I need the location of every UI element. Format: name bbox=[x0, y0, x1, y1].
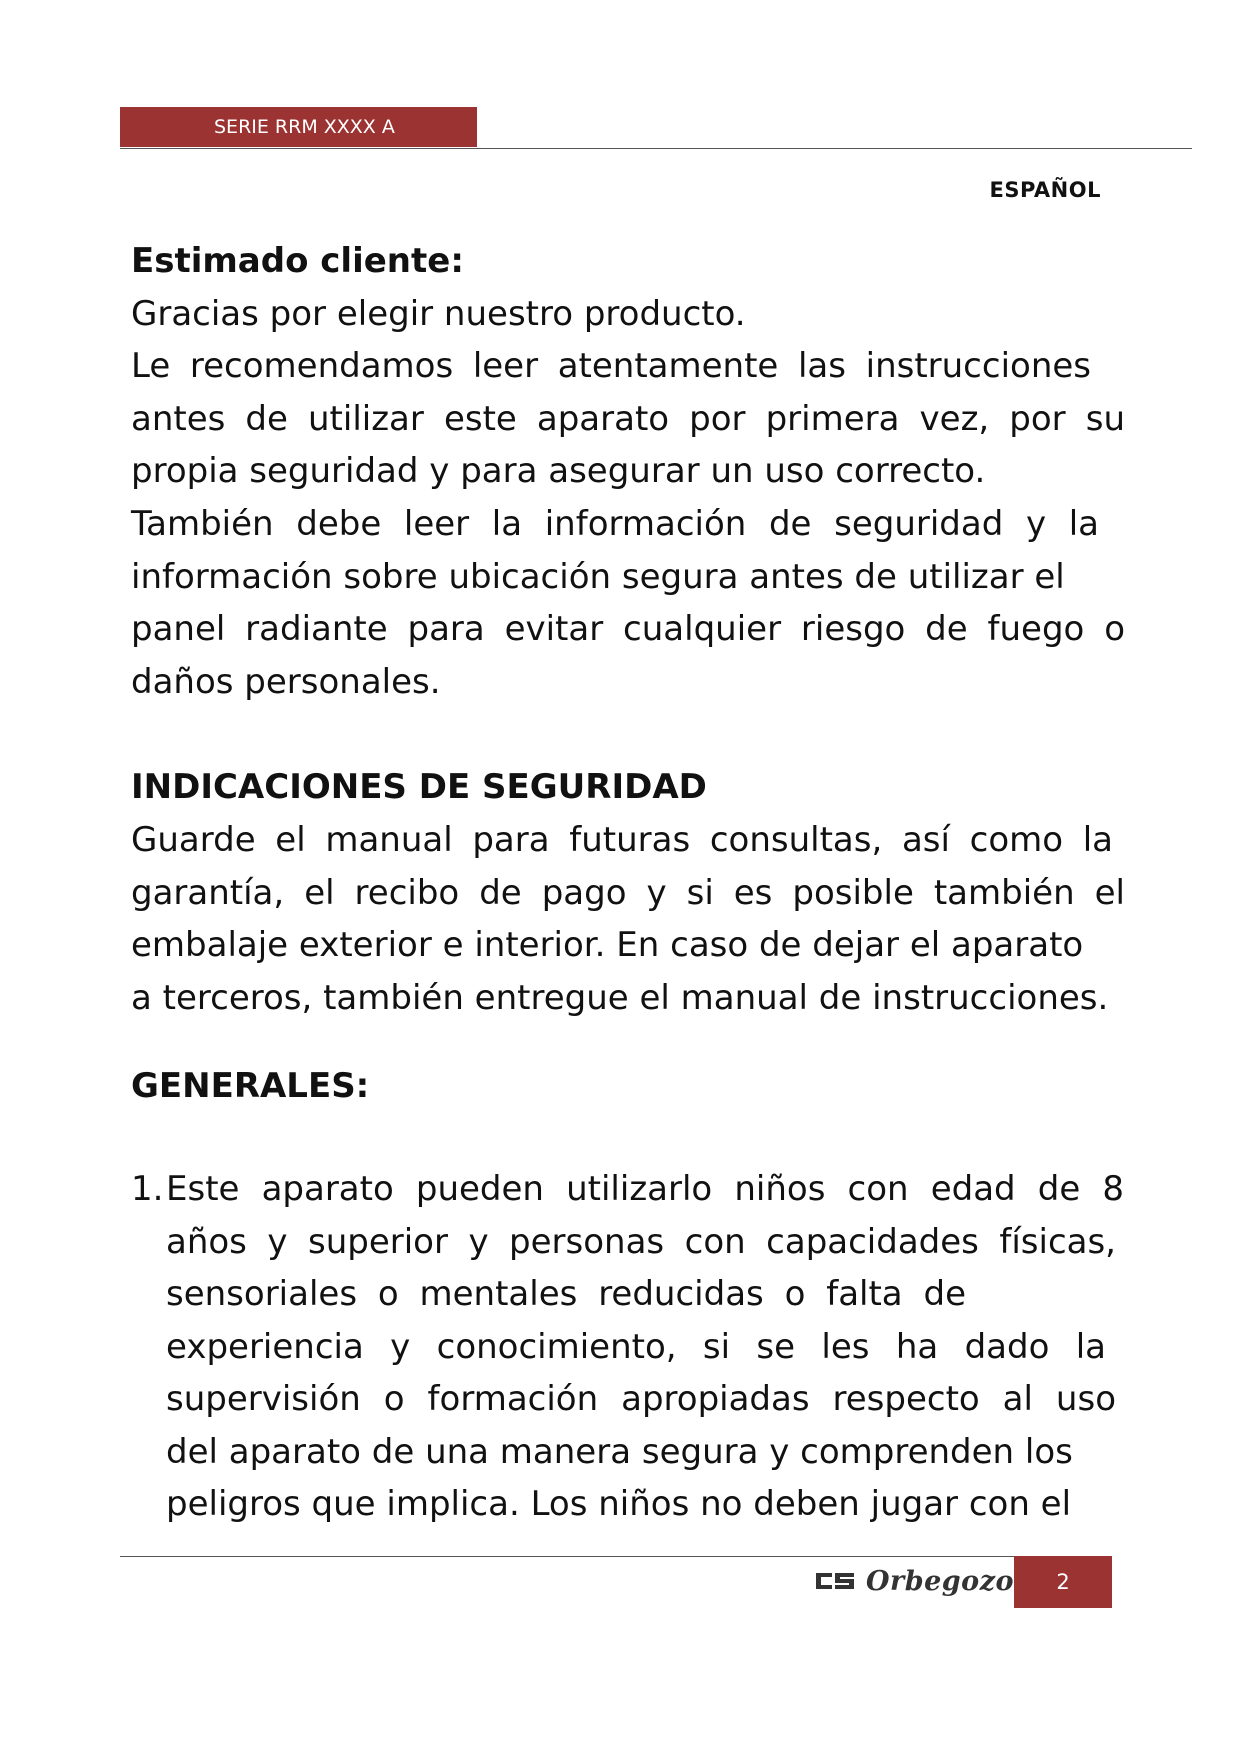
intro-line: información sobre ubicación segura antes de utilizar el bbox=[131, 556, 1065, 597]
intro-line: daños personales. bbox=[131, 661, 441, 702]
list-item-line: del aparato de una manera segura y comprenden los bbox=[166, 1431, 1073, 1472]
list-item-line: sensoriales o mentales reducidas o falta de bbox=[166, 1274, 966, 1315]
list-item-line: Este aparato pueden utilizarlo niños con edad de 8 bbox=[166, 1168, 1124, 1209]
list-item-line: años y superior y personas con capacidades físicas, bbox=[166, 1221, 1116, 1262]
language-label: ESPAÑOL bbox=[989, 178, 1101, 202]
brand-logo bbox=[814, 1562, 1014, 1600]
safety-line: a terceros, también entregue el manual de instrucciones. bbox=[131, 977, 1109, 1018]
main-content bbox=[131, 235, 1141, 1531]
page-number: 2 bbox=[1014, 1556, 1112, 1608]
list-item-line: peligros que implica. Los niños no deben jugar con el bbox=[166, 1484, 1072, 1525]
list-item-number: 1. bbox=[131, 1168, 164, 1209]
series-label: SERIE RRM XXXX A bbox=[214, 116, 395, 138]
intro-paragraph bbox=[131, 288, 1141, 709]
intro-heading: Estimado cliente: bbox=[131, 241, 464, 281]
intro-line: panel radiante para evitar cualquier riesgo de fuego o bbox=[131, 609, 1125, 650]
list-item-line: experiencia y conocimiento, si se les ha dado la bbox=[166, 1326, 1106, 1367]
safety-line: embalaje exterior e interior. En caso de dejar el aparato bbox=[131, 925, 1084, 966]
list-item-line: supervisión o formación apropiadas respecto al uso bbox=[166, 1379, 1116, 1420]
list-item bbox=[131, 1163, 1141, 1531]
intro-line: antes de utilizar este aparato por primera vez, por su bbox=[131, 398, 1125, 439]
intro-line: Gracias por elegir nuestro producto. bbox=[131, 293, 746, 334]
footer-divider bbox=[120, 1556, 1110, 1557]
series-header-tab bbox=[120, 107, 477, 147]
brand-mark-icon bbox=[814, 1570, 856, 1592]
intro-line: Le recomendamos leer atentamente las instrucciones bbox=[131, 346, 1091, 387]
safety-heading: INDICACIONES DE SEGURIDAD bbox=[131, 767, 707, 808]
intro-line: También debe leer la información de seguridad y la bbox=[131, 503, 1099, 544]
header-divider bbox=[120, 148, 1192, 149]
safety-line: garantía, el recibo de pago y si es posible también el bbox=[131, 872, 1125, 913]
safety-line: Guarde el manual para futuras consultas, así como la bbox=[131, 819, 1113, 860]
safety-paragraph bbox=[131, 814, 1141, 1024]
general-heading: GENERALES: bbox=[131, 1066, 370, 1107]
intro-line: propia seguridad y para asegurar un uso correcto. bbox=[131, 451, 986, 492]
brand-name: Orbegozo bbox=[866, 1565, 1015, 1597]
